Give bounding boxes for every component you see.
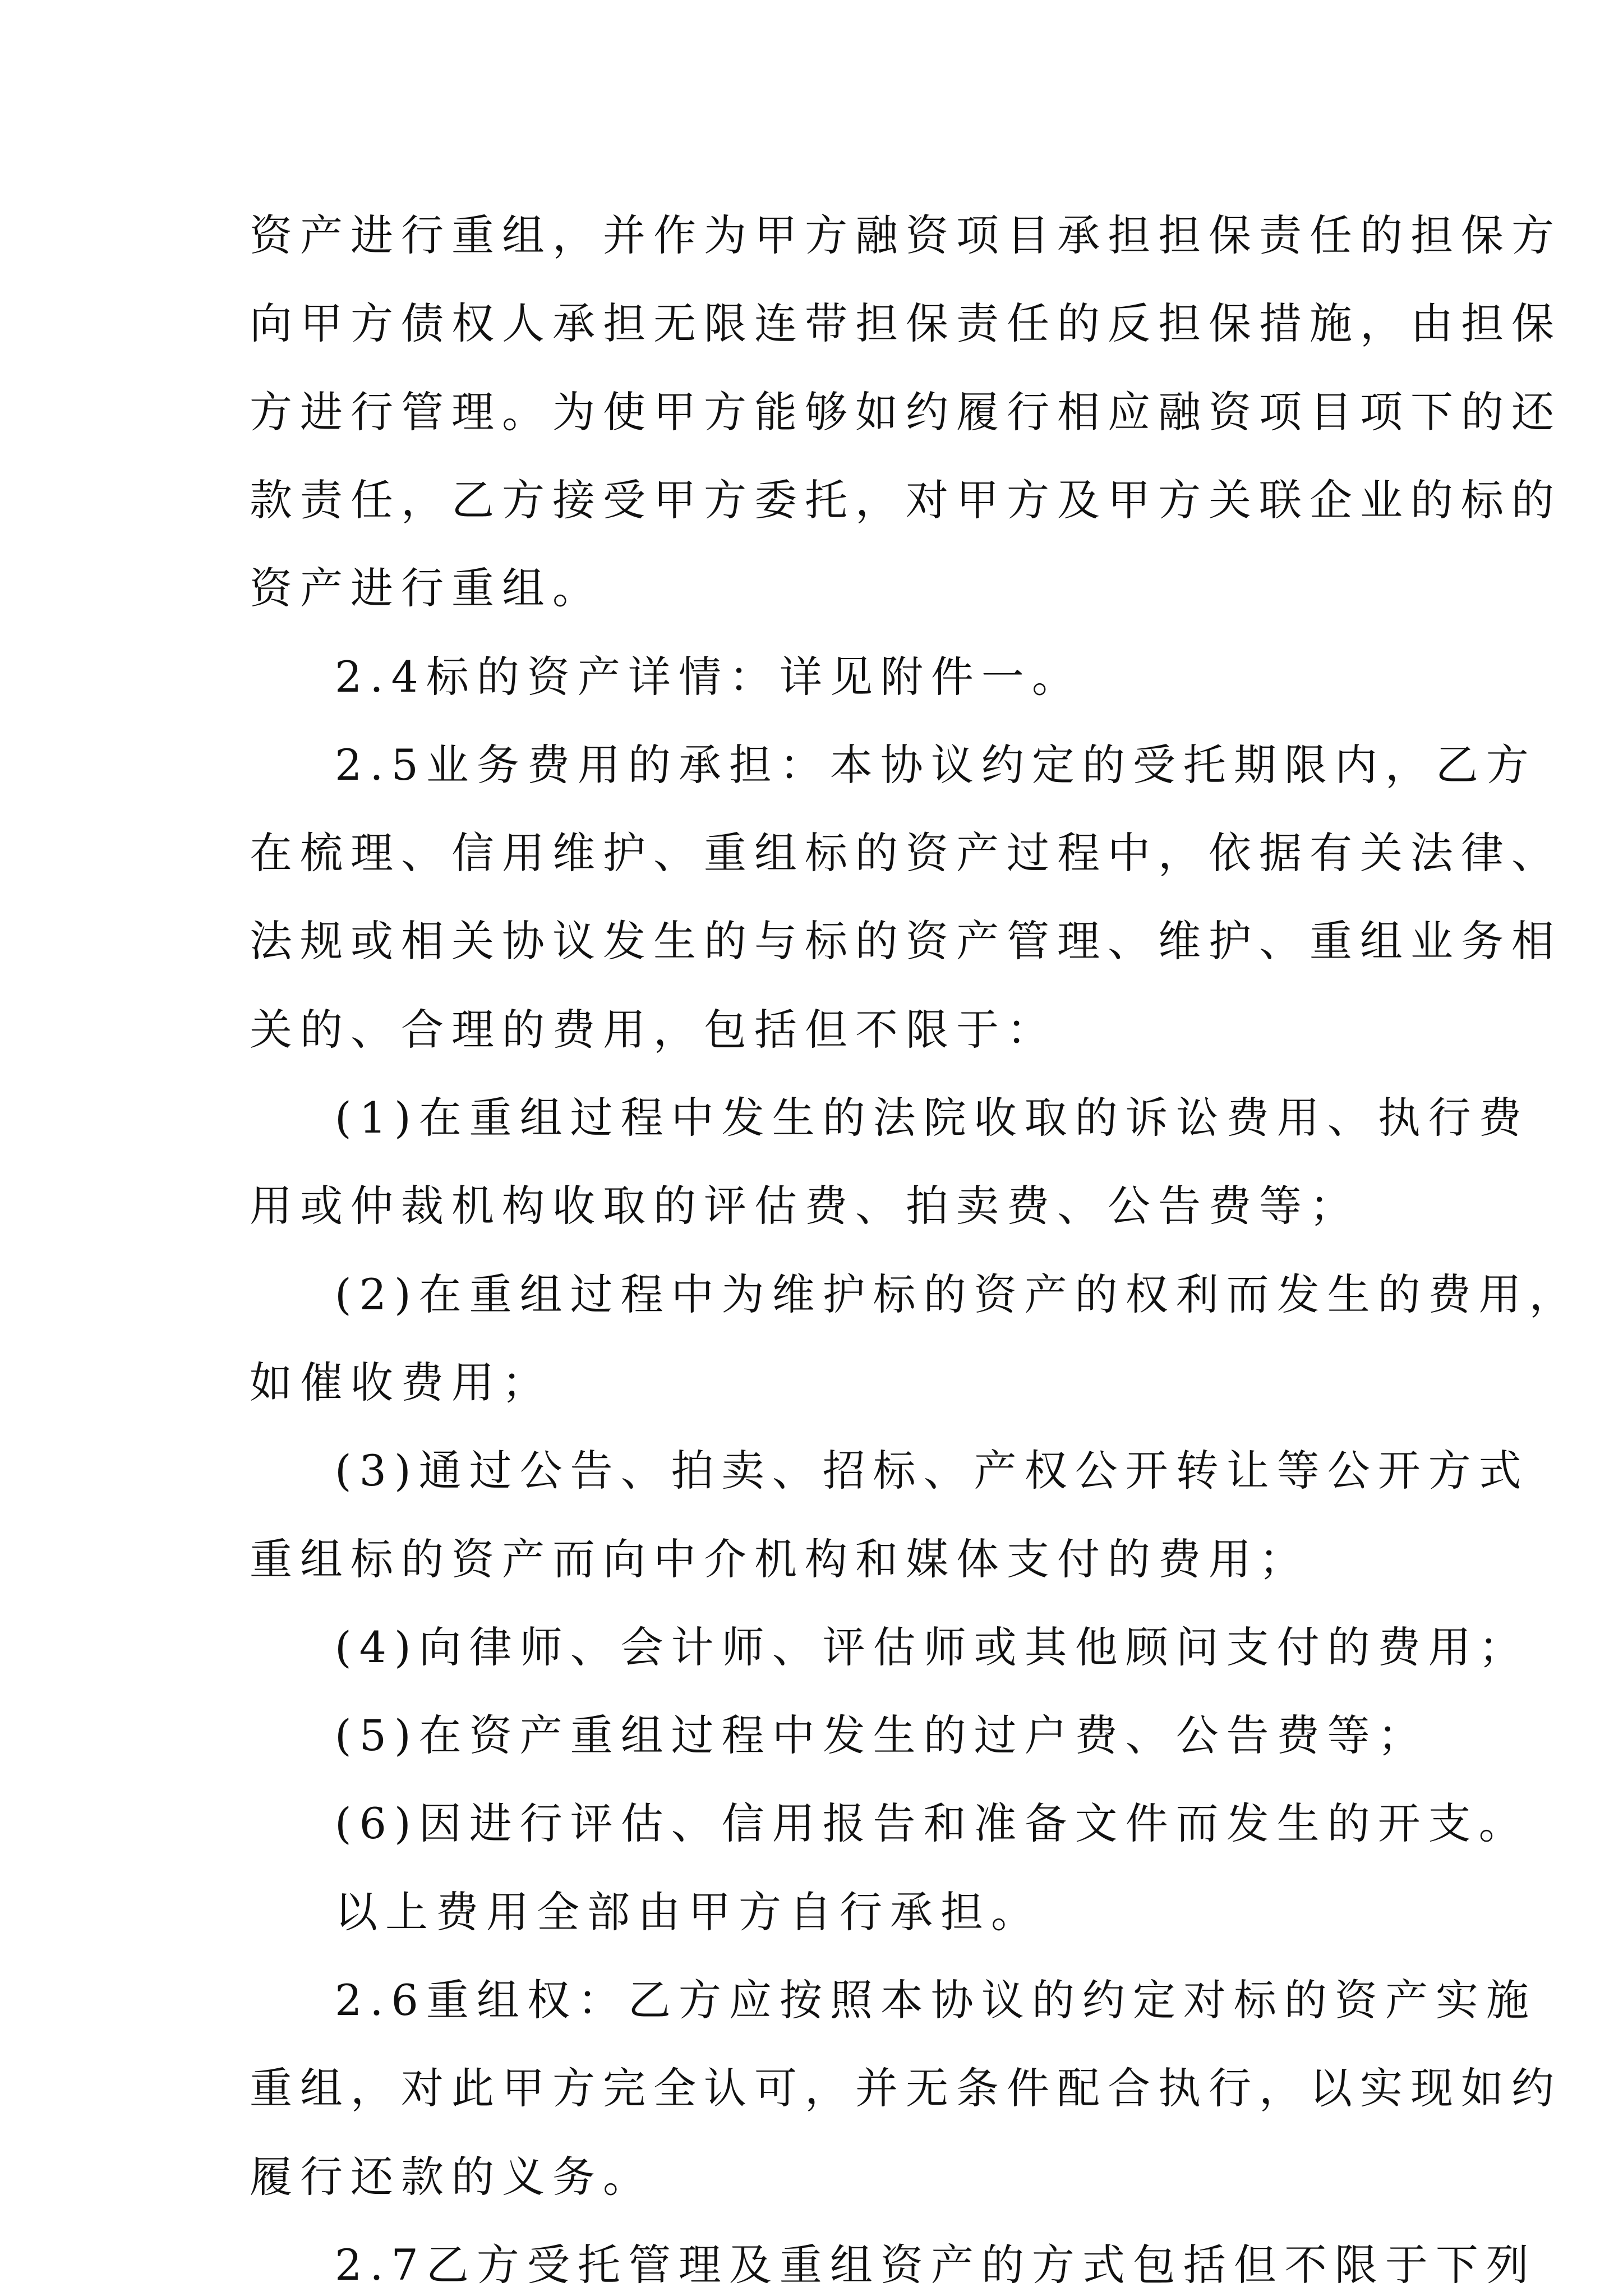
text-line: 法规或相关协议发生的与标的资产管理、维护、重组业务相 — [250, 916, 1562, 966]
text-line: 关的、合理的费用，包括但不限于： — [250, 1005, 1057, 1055]
paragraph-2-7: 2.7乙方受托管理及重组资产的方式包括但不限于下列 — [335, 2240, 1537, 2290]
list-item-2: (2)在重组过程中为维护标的资产的权利而发生的费用， — [335, 1269, 1580, 1319]
list-item-6: (6)因进行评估、信用报告和准备文件而发生的开支。 — [335, 1798, 1529, 1848]
text-line: 重组，对此甲方完全认可，并无条件配合执行，以实现如约 — [250, 2063, 1562, 2113]
text-line: 资产进行重组。 — [250, 563, 603, 613]
text-line: 资产进行重组，并作为甲方融资项目承担担保责任的担保方 — [250, 210, 1562, 260]
text-line: 用或仲裁机构收取的评估费、拍卖费、公告费等； — [250, 1181, 1360, 1231]
text-line: 方进行管理。为使甲方能够如约履行相应融资项目项下的还 — [250, 387, 1562, 437]
list-item-3: (3)通过公告、拍卖、招标、产权公开转让等公开方式 — [335, 1446, 1529, 1496]
paragraph-2-6: 2.6重组权：乙方应按照本协议的约定对标的资产实施 — [335, 1975, 1537, 2025]
text-line: 重组标的资产而向中介机构和媒体支付的费用； — [250, 1534, 1310, 1584]
paragraph-2-5: 2.5业务费用的承担：本协议约定的受托期限内，乙方 — [335, 740, 1537, 790]
text-line: 履行还款的义务。 — [250, 2152, 653, 2202]
text-line: 款责任，乙方接受甲方委托，对甲方及甲方关联企业的标的 — [250, 475, 1562, 525]
list-item-4: (4)向律师、会计师、评估师或其他顾问支付的费用； — [335, 1622, 1529, 1672]
paragraph-2-4: 2.4标的资产详情：详见附件一。 — [335, 652, 1082, 702]
text-line: 向甲方债权人承担无限连带担保责任的反担保措施，由担保 — [250, 298, 1562, 348]
text-line: 在梳理、信用维护、重组标的资产过程中，依据有关法律、 — [250, 828, 1562, 878]
fees-summary: 以上费用全部由甲方自行承担。 — [335, 1887, 1041, 1937]
list-item-5: (5)在资产重组过程中发生的过户费、公告费等； — [335, 1710, 1428, 1760]
text-line: 如催收费用； — [250, 1358, 552, 1407]
list-item-1: (1)在重组过程中发生的法院收取的诉讼费用、执行费 — [335, 1093, 1529, 1143]
